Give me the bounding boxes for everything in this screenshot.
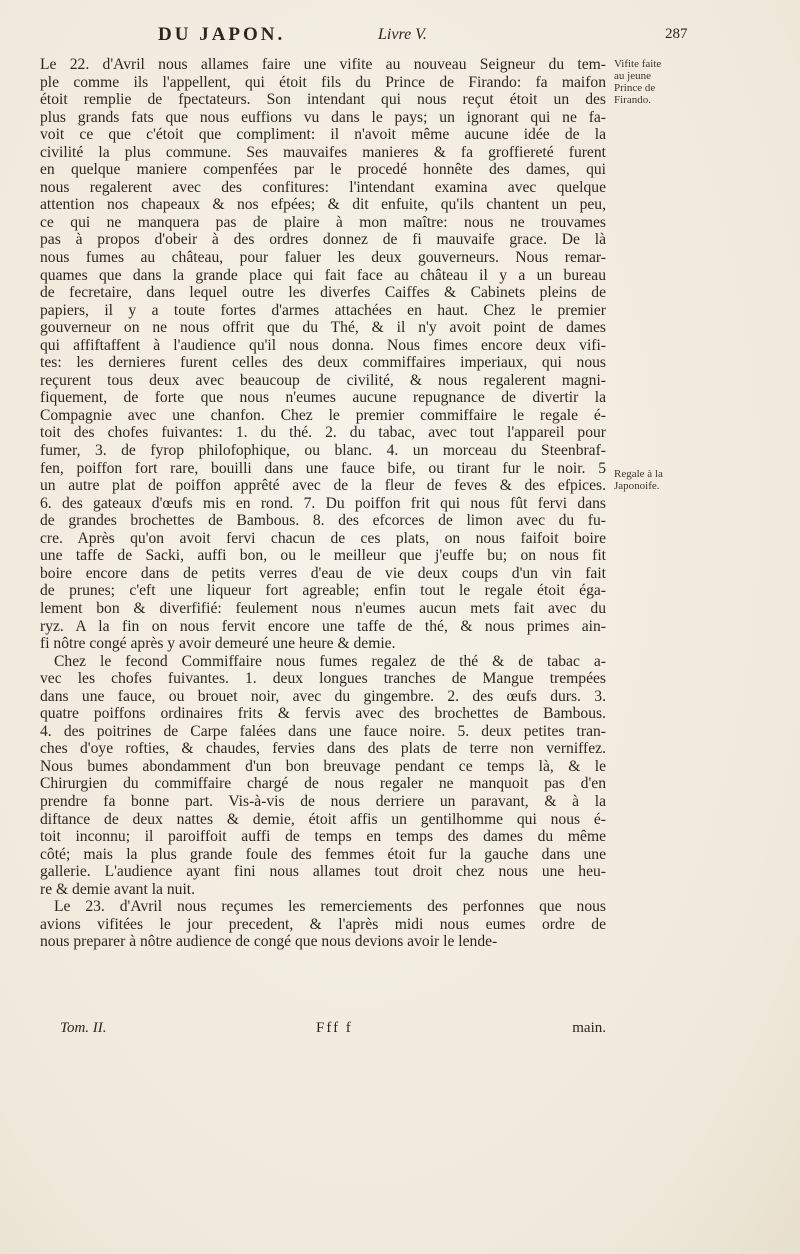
text-line: toit inconnu; il paroiffoit auffi de temps en temps des dames du même xyxy=(40,828,606,846)
text-line: Le 22. d'Avril nous allames faire une vifite au nouveau Seigneur du tem- xyxy=(40,56,606,73)
text-line: fiquement, de forte que nous n'eumes aucune repugnance de divertir la xyxy=(40,389,606,407)
text-line: fumer, 3. de fyrop philofophique, ou blanc. 4. un morceau du Steenbraf- xyxy=(40,442,606,460)
running-book: Livre V. xyxy=(378,26,427,43)
text-line: nous fumes au château, pour faluer les deux gouverneurs. Nous remar- xyxy=(40,249,606,267)
signature-mark: Fff f xyxy=(316,1020,353,1036)
text-line: tes: les dernieres furent celles des deux commiffaires imperiaux, qui nous xyxy=(40,354,606,372)
text-line: cre. Après qu'on avoit fervi chacun de ces plats, on nous faifoit boire xyxy=(40,529,606,547)
text-line: Chirurgien du commiffaire chargé de nous regaler ne manquoit pas d'en xyxy=(40,775,606,793)
page-number: 287 xyxy=(665,26,688,42)
text-line: dans une fauce, ou brouet noir, avec du gingembre. 2. des œufs durs. 3. xyxy=(40,687,606,705)
text-line: papiers, il y a toute fortes d'armes attachées en haut. Chez le premier xyxy=(40,301,606,319)
text-line: nous preparer à nôtre audience de congé que nous devions avoir le lende- xyxy=(40,933,498,951)
text-line: diftance de deux nattes & demie, étoit affis un gentilhomme qui nous é- xyxy=(40,810,606,828)
text-line: toit des chofes fuivantes: 1. du thé. 2. du tabac, avec tout l'appareil pour xyxy=(40,424,606,442)
text-line: prendre fa bonne part. Vis-à-vis de nous derriere un paravant, & à la xyxy=(40,792,606,810)
text-line: fen, poiffon fort rare, bouilli dans une fauce bife, ou tirant fur le noir. 5 xyxy=(40,459,606,477)
text-line: côté; mais la plus grande foule des femmes étoit fur la gauche dans une xyxy=(40,845,606,863)
text-line: gallerie. L'audience ayant fini nous allames tout droit chez nous une heu- xyxy=(40,863,606,881)
text-line: vec les chofes fuivantes. 1. deux longues tranches de Mangue trempées xyxy=(40,670,606,688)
margin-note-regale: Regale à la Japonoife. xyxy=(614,468,663,492)
catchword: main. xyxy=(572,1020,606,1036)
margin-note-visit: Vifite faite au jeune Prince de Firando. xyxy=(614,58,662,106)
text-line: 4. des poitrines de Carpe falées dans une fauce noire. 5. deux petites tran- xyxy=(40,722,606,740)
text-line: ple comme ils l'appellent, qui étoit fils du Prince de Firando: fa maifon xyxy=(40,73,606,91)
text-line: une taffe de Sacki, auffi bon, ou le meilleur que j'euffe bu; on nous fit xyxy=(40,547,606,565)
text-line: de fecretaire, dans lequel outre les diverfes Caiffes & Cabinets pleins de xyxy=(40,284,606,302)
text-line: ches d'oye rofties, & chaudes, fervies dans des plats de terre non verniffez. xyxy=(40,740,606,758)
text-line: avions vifitées le jour precedent, & l'après midi nous eumes ordre de xyxy=(40,915,606,933)
text-line: en quelque maniere compenfées par le procedé honnête des dames, qui xyxy=(40,161,606,179)
text-line: Compagnie avec une chanfon. Chez le premier commiffaire le regale é- xyxy=(40,406,606,424)
text-line: de prunes; c'eft une liqueur fort agreable; enfin tout le regale étoit éga- xyxy=(40,582,606,600)
page-footer xyxy=(40,1020,606,1040)
text-line: fi nôtre congé après y avoir demeuré une heure & demie. xyxy=(40,635,396,653)
text-line: Chez le fecond Commiffaire nous fumes regalez de thé & de tabac a- xyxy=(54,652,606,670)
text-line: civilité la plus commune. Ses mauvaifes manieres & fa groffiereté furent xyxy=(40,143,606,161)
text-line: voit ce que c'étoit que compliment: il n'avoit même aucune idée de la xyxy=(40,126,606,144)
page-header xyxy=(120,24,700,50)
text-line: étoit remplie de fpectateurs. Son intendant qui nous reçut étoit un des xyxy=(40,91,606,109)
text-line: boire encore dans de petits verres d'eau de vie deux coups d'un vin fait xyxy=(40,564,606,582)
text-line: lement bon & diverfifié: feulement nous n'eumes aucun mets fait avec du xyxy=(40,599,606,617)
text-line: de grandes brochettes de Bambous. 8. des efcorces de limon avec du fu- xyxy=(40,512,606,530)
body-text xyxy=(40,56,606,951)
text-line: qui affiftaffent à l'audience qu'il nous donna. Nous fimes encore deux vifi- xyxy=(40,336,606,354)
text-line: quatre poiffons ordinaires frits & fervis avec des brochettes de Bambous. xyxy=(40,705,606,723)
text-line: quames que dans la grande place qui fait face au château il y a un bureau xyxy=(40,266,606,284)
text-line: ce qui ne manquera pas de plaire à mon maître: nous ne trouvames xyxy=(40,213,606,231)
text-line: plus grands fats que nous euffions vu dans le pays; un ignorant qui ne fa- xyxy=(40,108,606,126)
text-line: attention nos chapeaux & nos efpées; & dit enfuite, qu'ils chantent un peu, xyxy=(40,196,606,214)
text-line: un autre plat de poiffon apprêté avec de la fleur de feves & des efpices. xyxy=(40,477,606,495)
text-line: Nous bumes abondamment d'un bon breuvage pendant ce temps là, & le xyxy=(40,757,606,775)
text-line: ryz. A la fin on nous fervit encore une taffe de thé, & nous primes ain- xyxy=(40,617,606,635)
text-line: reçurent tous deux avec beaucoup de civilité, & nous regalerent magni- xyxy=(40,371,606,389)
text-line: 6. des gateaux d'œufs mis en rond. 7. Du poiffon frit qui nous fût fervi dans xyxy=(40,494,606,512)
running-title: DU JAPON. xyxy=(158,24,286,45)
volume-mark: Tom. II. xyxy=(60,1020,107,1036)
text-line: pas à propos d'obeir à des ordres donnez de fi mauvaife grace. De là xyxy=(40,231,606,249)
text-line: re & demie avant la nuit. xyxy=(40,880,196,898)
text-line: gouverneur on ne nous offrit que du Thé, & il n'y avoit point de dames xyxy=(40,319,606,337)
text-line: nous regalerent avec des confitures: l'intendant examina avec quelque xyxy=(40,178,606,196)
text-line: Le 23. d'Avril nous reçumes les remerciements des perfonnes que nous xyxy=(54,898,606,916)
